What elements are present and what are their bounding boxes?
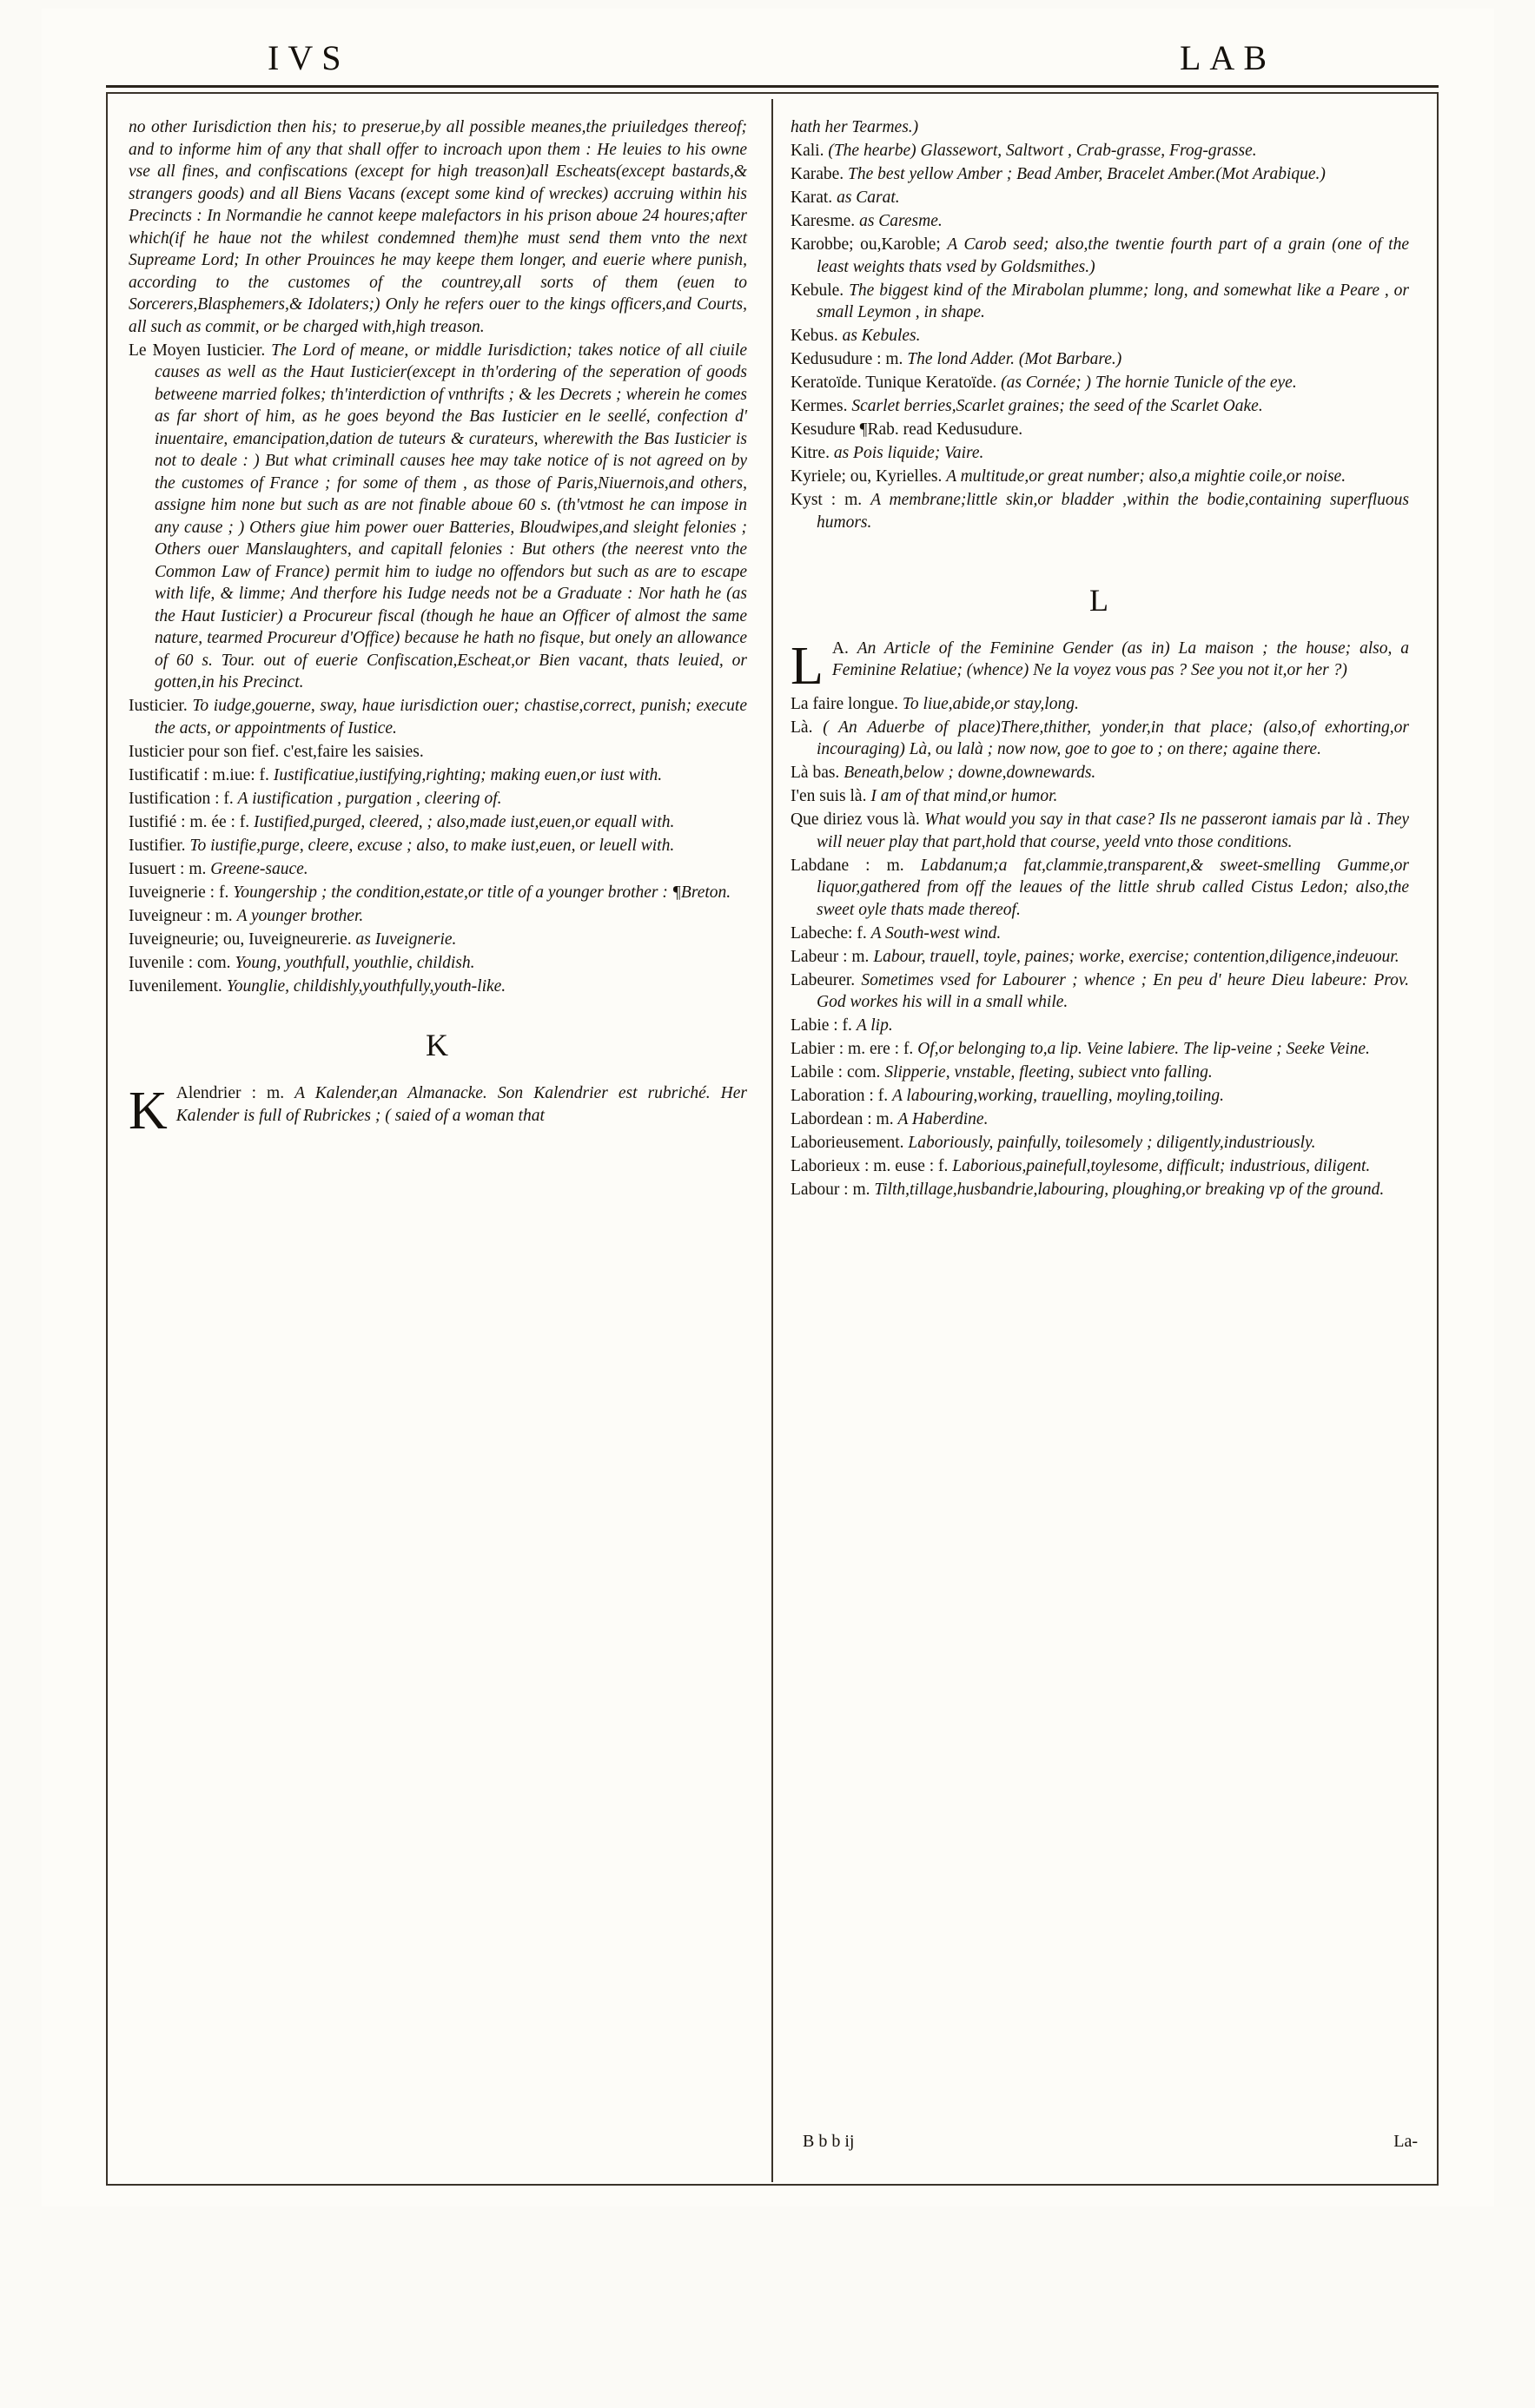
entry-headword: Karat. [791,189,833,207]
dictionary-entry [791,1155,1409,1178]
entry-definition: To liue,abide,or stay,long. [902,694,1079,713]
section-gap [791,535,1409,552]
dictionary-entry [791,489,1409,533]
dictionary-entry [791,717,1409,761]
entry-definition: Labour, trauell, toyle, paines; worke, exercise; contention,diligence,indeuour. [873,947,1399,966]
entry-definition: Labdanum;a fat,clammie,transparent,& sweet-smelling Gumme,or liquor,gathered from off the leaues of the little shrub called Cistus Ledon; also,the sweet oyle thats made thereof. [817,856,1409,919]
dictionary-entry [791,1015,1409,1037]
entry-definition: The Lord of meane, or middle Iurisdiction; takes notice of all ciuile causes as well as the Haut Iusticier(except in th'ordering of the seperation of goods betweene married folkes; th'interdiction of vnthrifts ; & les Decrets ; wherein he comes as far short of him, as he goes beyond the Bas Iusticier en le seellé, confection d' inuentaire, emancipation,dation de tuteurs & curateurs, wherewith the Bas Iusticier is not to deale : ) But what criminall causes hee may take notice of is not agreed on by the customes of France ; for some of them , as those of Paris,Niuernois,and others, assigne him none but such as are not finable aboue 60 s. (th'vtmost he can impose in any cause ; ) Others giue him power ouer Batteries, Bloudwipes,and sleight felonies ; Others ouer Manslaughters, and capitall felonies : But others (the neerest vnto the Common Law of France) permit him to iudge no offendors but such as are to escape with life, & limme; And therfore his Iudge needs not be a Graduate : Nor hath he (as the Haut Iusticier) a Procureur fiscal (though he haue an Officer of almost the same nature, tearmed Procureur d'Office) because he hath no fisque, but onely an allowance of 60 s. Tour. out of euerie Confiscation,Escheat,or Bien vacant, thats leuied, or gotten,in his Precinct. [155,341,748,691]
entry-headword: Iuveigneur : m. [129,906,233,925]
dictionary-entry [791,466,1409,488]
entry-definition: A labouring,working, trauelling, moyling,toiling. [891,1087,1225,1105]
running-head-left: IVS [268,37,350,77]
entry-headword: Iuveignerie : f. [129,883,229,902]
entry-headword: Kebus. [791,327,838,345]
entry-definition: Iusticier pour son fief. c'est,faire les saisies. [129,742,424,761]
dictionary-entry [791,923,1409,945]
entry-definition: To iustifie,purge, cleere, excuse ; also, to make iust,euen, or leuell with. [189,836,675,855]
entry-definition: Beneath,below ; downe,downewards. [844,764,1096,782]
entry-definition: The lond Adder. (Mot Barbare.) [907,350,1122,368]
entry-headword: Labie : f. [791,1016,852,1035]
entry-headword: I'en suis là. [791,787,867,805]
entry-headword: Karesme. [791,212,856,230]
entry-headword: Iuvenilement. [129,976,222,996]
entry-headword: Kali. [791,142,824,160]
right-column [778,106,1418,2173]
entry-headword: Le Moyen Iusticier. [129,341,266,360]
entry-definition: I am of that mind,or humor. [870,787,1058,805]
running-head-right: LAB [1180,37,1275,77]
dictionary-entry [791,348,1409,371]
entry-definition: Youngership ; the condition,estate,or title of a younger brother : ¶Breton. [233,883,731,902]
entry-definition: What would you say in that case? Ils ne passeront iamais par là . They will neuer play that part,hold that course, yeeld vnto those conditions. [817,810,1410,851]
header-rule [106,85,1439,88]
right-continuation-line: hath her Tearmes.) [791,118,919,136]
entry-definition: Young, youthfull, youthlie, childish. [235,953,475,972]
dictionary-entry [129,764,747,787]
entry-headword: Labeche: f. [791,923,867,943]
entry-definition: Younglie, childishly,youthfully,youth-like. [226,976,506,996]
left-continuation-paragraph: no other Iurisdiction then his; to preserue,by all possible meanes,the priuiledges thereof; and to informe him of any that shall offer to incroach upon them : He leuies to his owne vse all fines, and confiscations (except for high treason)all Escheats(except bastards,& strangers goods) and all Biens Vacans (except some kind of wreckes) accruing within his Precincts : In Normandie he cannot keepe malefactors in his prison aboue 24 houres;after which(if he haue not the whilest condemned them)he must send them vnto the next Supreame Lord; In other Prouinces he may keepe them longer, and euerie where punish, according to the customes of the countrey,all sorts of them (euen to Sorcerers,Blasphemers,& Idolaters;) Only he refers ouer to the kings officers,and Courts, all such as commit, or be charged with,high treason. [129,118,747,336]
entry-definition: (The hearbe) Glassewort, Saltwort , Crab-grasse, Frog-grasse. [828,142,1257,160]
l-first-entry-text [791,638,1409,682]
dictionary-entry [129,741,747,764]
dictionary-entry [791,280,1409,324]
entry-headword: Labile : com. [791,1063,881,1082]
entry-headword: Labeurer. [791,970,856,989]
entry-definition: The best yellow Amber ; Bead Amber, Bracelet Amber.(Mot Arabique.) [848,165,1326,183]
entry-headword: Iusticier. [129,697,188,715]
entry-headword: Labdane : m. [791,856,904,875]
dictionary-entry [791,946,1409,969]
dictionary-entry [129,695,747,739]
entry-definition: To iudge,gouerne, sway, haue iurisdiction ouer; chastise,correct, punish; execute the acts, or appointments of Iustice. [155,697,747,738]
entry-definition: Laborious,painefull,toylesome, difficult; industrious, diligent. [952,1157,1371,1175]
k-first-entry [129,1082,748,1141]
entry-headword: Kebule. [791,281,844,300]
entry-definition: A younger brother. [236,906,364,925]
entry-headword: A. [831,638,849,658]
entry-headword: Iustifié : m. ée : f. [129,812,250,831]
entry-headword: Laboration : f. [791,1087,889,1105]
dictionary-entry [791,140,1409,162]
dictionary-entry [791,234,1409,278]
l-first-entry [791,636,1409,696]
dictionary-entry [791,1062,1409,1084]
two-column-body [116,106,1430,2173]
entry-headword: Là bas. [791,764,840,782]
dictionary-entry [791,855,1409,922]
entry-definition: A iustification , purgation , cleering of. [237,789,502,808]
entry-headword: Kyriele; ou, Kyrielles. [791,467,943,486]
entry-definition: A lip. [856,1016,893,1035]
dictionary-entry [129,976,747,998]
entry-headword: Iustificatif : m.iue: f. [129,765,269,784]
entry-definition: An Article of the Feminine Gender (as in) La maison ; the house; also, a Feminine Relatiue; (whence) Ne la voyez vous pas ? See you not it,or her ?) [831,638,1409,679]
entry-definition: (as Cornée; ) The hornie Tunicle of the eye. [1001,374,1297,392]
entry-headword: Keratoïde. Tunique Keratoïde. [791,374,997,392]
dictionary-entry [791,785,1409,808]
entry-headword: Kesudure [791,420,856,439]
entry-definition: Tilth,tillage,husbandrie,labouring, ploughing,or breaking vp of the ground. [874,1181,1385,1199]
dictionary-entry [129,929,747,951]
entry-definition: ( An Aduerbe of place)There,thither, yonder,in that place; (also,of exhorting,or incouraging) Là, ou lalà ; now now, goe to goe to ; on there; againe there. [817,718,1409,758]
entry-headword: Kyst : m. [791,491,863,509]
section-letter-k: K [426,1028,450,1062]
section-letter-l: L [1089,582,1110,618]
entry-headword: Iuvenile : com. [129,953,231,972]
entry-definition: Scarlet berries,Scarlet graines; the seed of the Scarlet Oake. [851,397,1263,415]
k-first-entry-text [129,1082,747,1127]
entry-headword: La faire longue. [791,694,898,713]
dictionary-entry [129,340,747,694]
dictionary-entry [791,1179,1409,1201]
entry-definition: A South-west wind. [870,923,1002,943]
entry-headword: Laborieux : m. euse : f. [791,1157,949,1175]
entry-definition: Sometimes vsed for Labourer ; whence ; En peu d' heure Dieu labeure: Prov. God workes his will in a small while. [817,970,1410,1011]
entry-headword: Laborieusement. [791,1134,904,1152]
entry-headword: Kermes. [791,397,848,415]
dictionary-entry [791,1038,1409,1061]
entry-headword: Alendrier : m. [175,1084,285,1102]
dictionary-entry [791,325,1409,347]
entry-headword: Que diriez vous là. [791,810,920,829]
entry-definition: Greene-sauce. [210,859,308,878]
entry-definition: Laboriously, painfully, toilesomely ; diligently,industriously. [908,1134,1316,1152]
entry-definition: The biggest kind of the Mirabolan plumme; long, and somewhat like a Peare , or small Leymon , in shape. [817,281,1410,321]
dictionary-entry [791,1132,1409,1154]
entry-headword: Iusuert : m. [129,859,207,878]
entry-definition: A Haberdine. [897,1110,989,1128]
entry-headword: Là. [791,718,813,737]
dictionary-entry [129,952,747,975]
entry-headword: Iuveigneurie; ou, Iuveigneurerie. [129,929,352,949]
dictionary-entry [791,809,1409,853]
entry-definition: ¶Rab. read Kedusudure. [859,420,1023,439]
entry-headword: Iustification : f. [129,789,234,808]
dictionary-entry [791,969,1409,1014]
entry-headword: Kitre. [791,444,830,462]
entry-definition-continued: Son Kalendrier est rubriché. Her Kalender is full of Rubrickes ; ( saied of a woman that [175,1084,748,1125]
drop-cap-l: L [791,636,824,696]
entry-headword: Karabe. [791,165,844,183]
entry-definition: as Caresme. [859,212,943,230]
dictionary-entry [791,442,1409,465]
dictionary-entry [791,1085,1409,1108]
entry-definition: Of,or belonging to,a lip. Veine labiere. The lip-veine ; Seeke Veine. [917,1040,1370,1058]
catchword: La- [1393,2132,1418,2151]
entry-headword: Labour : m. [791,1181,870,1199]
dictionary-entry [791,210,1409,233]
entry-definition: as Iuveignerie. [355,929,457,949]
signature-mark: B b b ij [803,2132,855,2151]
entry-headword: Iustifier. [129,836,186,855]
entry-definition: Iustified,purged, cleered, ; also,made iust,euen,or equall with. [254,812,675,831]
drop-cap-k: K [129,1082,168,1141]
entry-definition: A Kalender,an Almanacke. [294,1084,487,1102]
dictionary-entry [791,187,1409,209]
entry-definition: as Carat. [837,189,900,207]
dictionary-entry [791,372,1409,394]
page-footer [116,2132,1430,2152]
dictionary-entry [129,905,747,928]
entry-headword: Kedusudure : m. [791,350,903,368]
dictionary-entry [129,788,747,810]
dictionary-entry [129,811,747,834]
running-head [111,31,1432,83]
dictionary-entry [791,163,1409,186]
dictionary-entry [791,1108,1409,1131]
entry-definition: as Pois liquide; Vaire. [833,444,984,462]
dictionary-entry [791,419,1409,441]
dictionary-entry [129,858,747,881]
entry-definition: as Kebules. [842,327,921,345]
entry-headword: Karobbe; ou,Karoble; [791,235,941,254]
entry-definition: Slipperie, vnstable, fleeting, subiect vnto falling. [884,1063,1213,1082]
dictionary-entry [791,762,1409,784]
dictionary-entry [791,693,1409,716]
entry-definition: Iustificatiue,iustifying,righting; making euen,or iust with. [273,765,663,784]
entry-headword: Labordean : m. [791,1110,894,1128]
dictionary-entry [129,882,747,904]
entry-definition: A membrane;little skin,or bladder ,within the bodie,containing superfluous humors. [817,491,1409,532]
entry-headword: Labier : m. ere : f. [791,1040,914,1058]
left-column [116,106,756,2173]
dictionary-entry [791,395,1409,418]
dictionary-entry [129,835,747,857]
entry-definition: A multitude,or great number; also,a mightie coile,or noise. [946,467,1346,486]
entry-definition: A Carob seed; also,the twentie fourth part of a grain (one of the least weights thats vsed by Goldsmithes.) [817,235,1410,276]
entry-headword: Labeur : m. [791,947,870,966]
page-sheet [42,9,1494,2206]
